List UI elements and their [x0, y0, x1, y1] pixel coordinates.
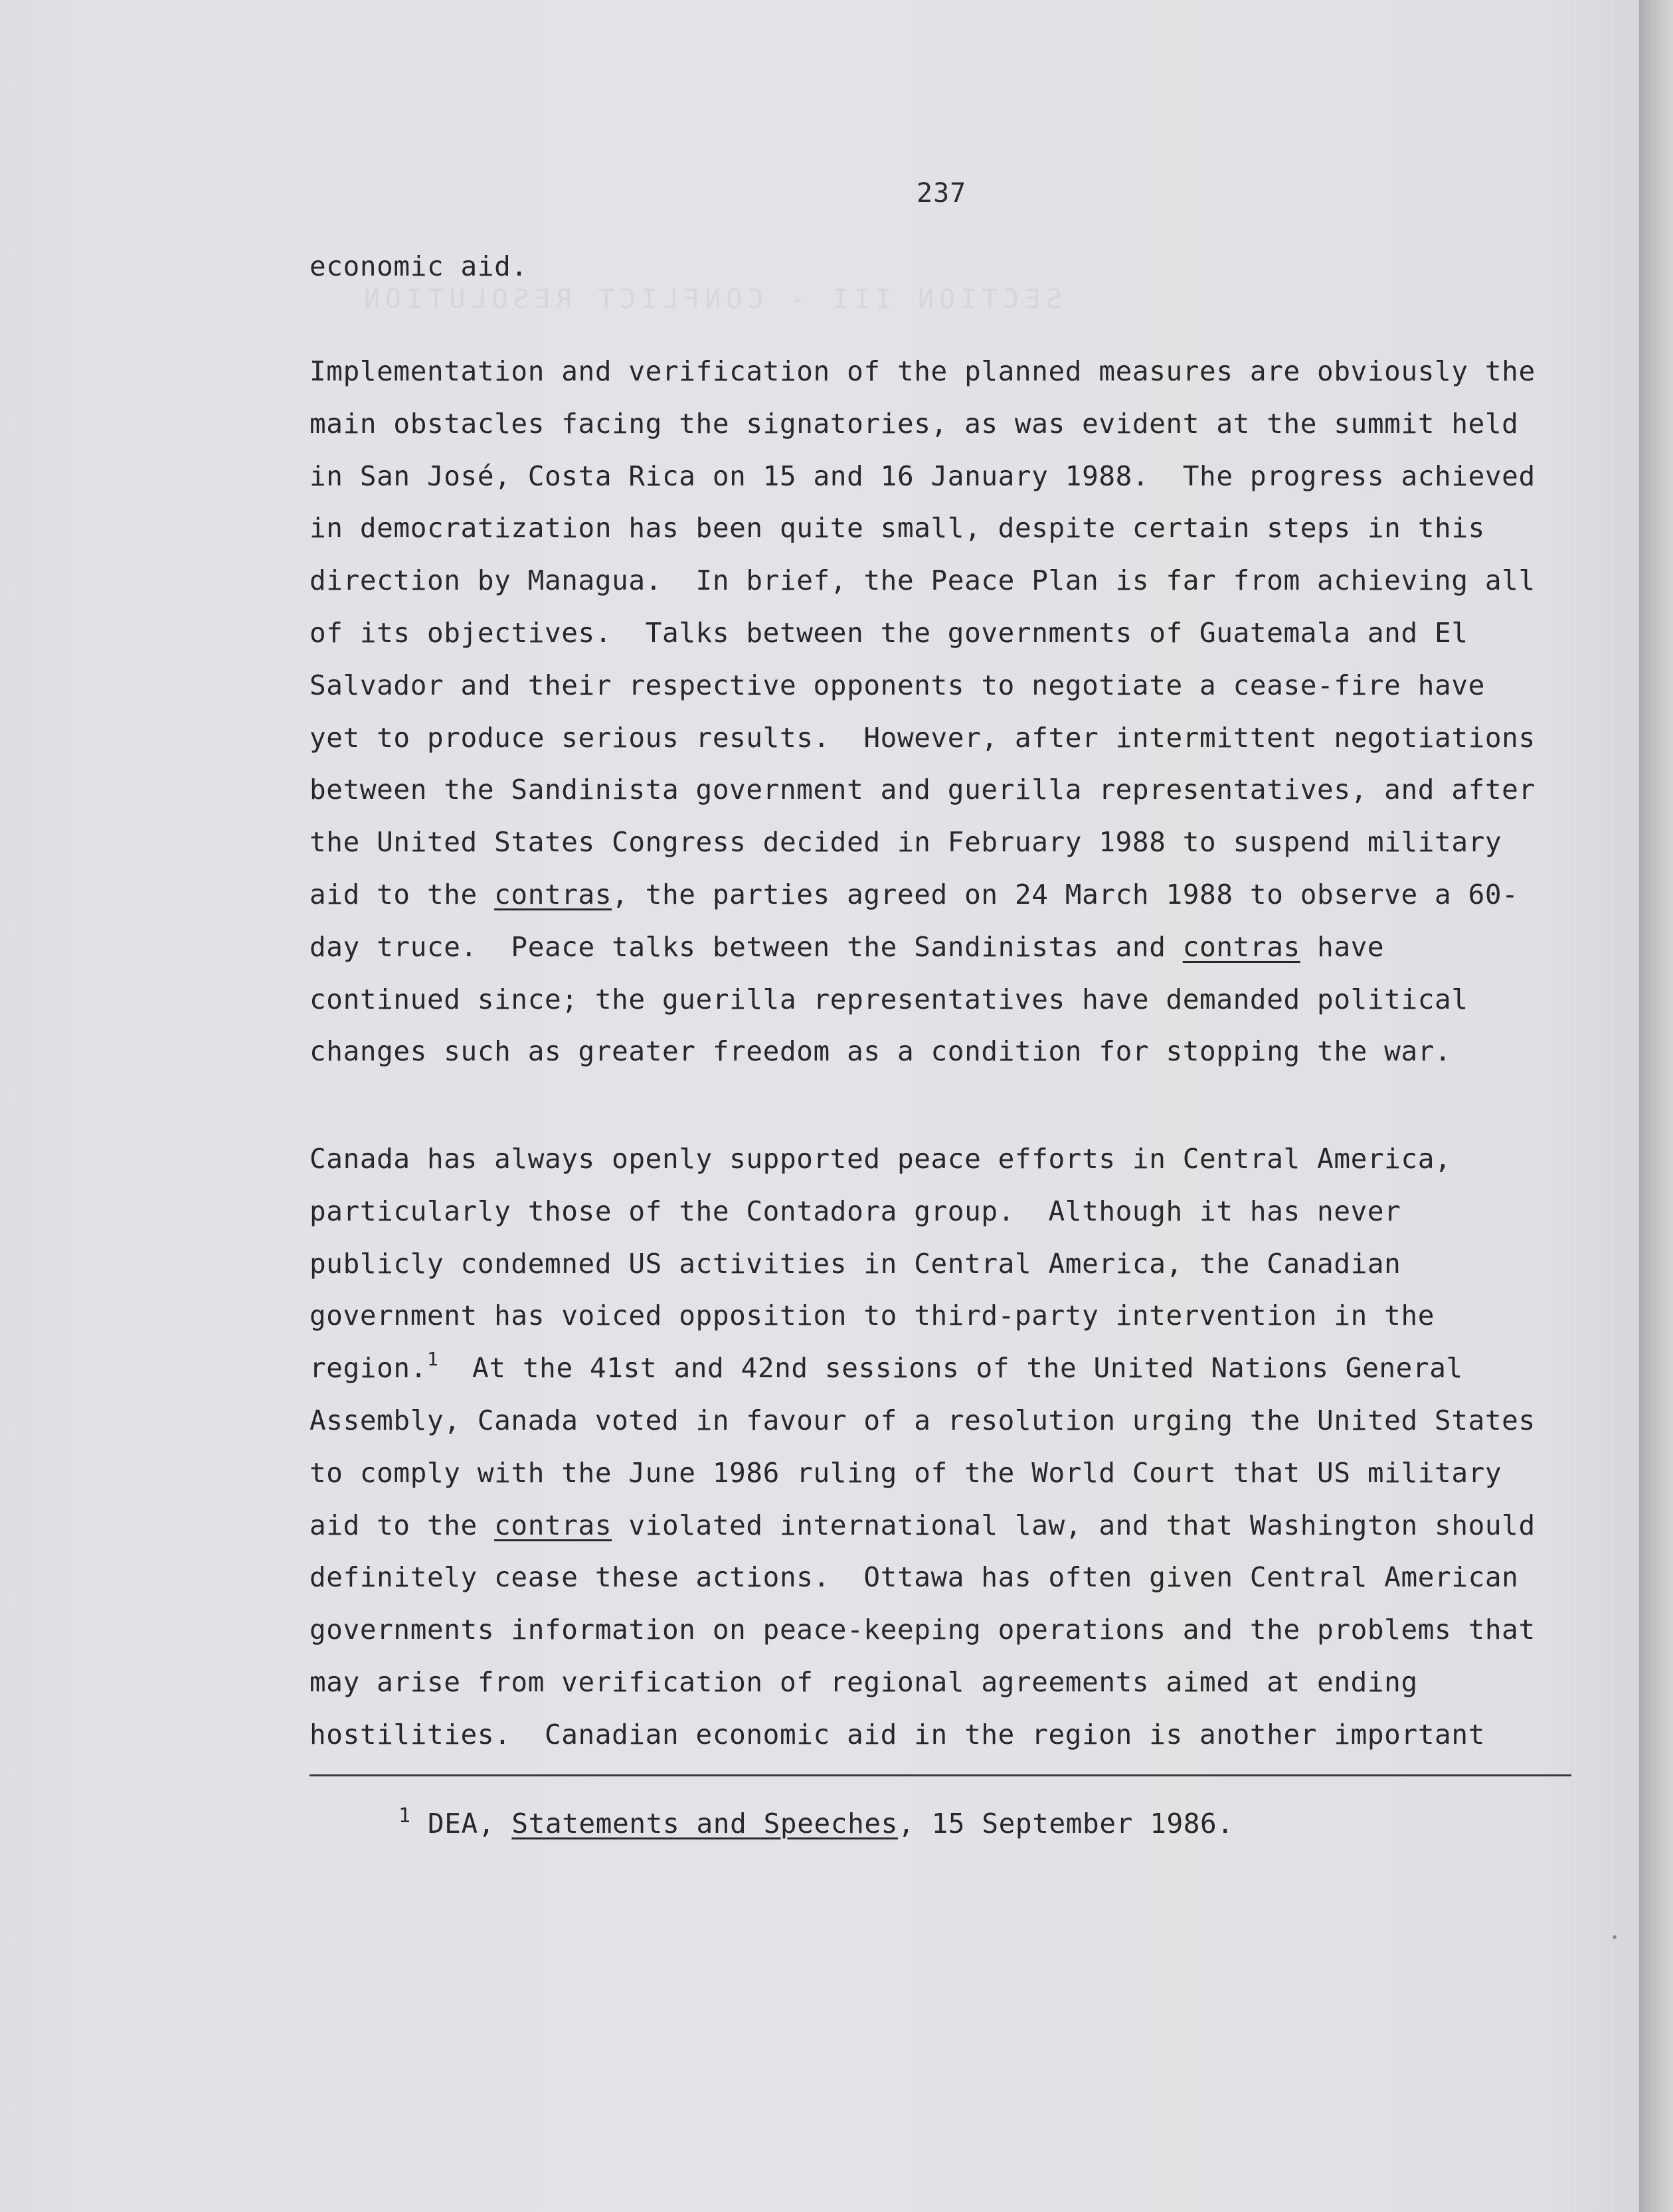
text-segment: hostilities. Canadian economic aid in the region is another important: [309, 1718, 1485, 1750]
text-segment: region.: [309, 1352, 427, 1385]
paragraph-3: [309, 1133, 1585, 1761]
text-segment: government has voiced opposition to third-party intervention in the: [309, 1300, 1435, 1332]
text-segment: day truce. Peace talks between the Sandinistas and: [309, 930, 1183, 963]
text-segment: of its objectives. Talks between the governments of Guatemala and El: [309, 616, 1468, 649]
text-segment: to comply with the June 1986 ruling of the World Court that US military: [309, 1456, 1502, 1489]
text-line: [309, 1656, 1585, 1709]
text-segment: economic aid.: [309, 250, 528, 282]
text-segment: Implementation and verification of the planned measures are obviously the: [309, 355, 1536, 387]
text-line: [309, 921, 1585, 974]
footnote-prefix: DEA,: [427, 1808, 512, 1839]
text-segment: Salvador and their respective opponents to negotiate a cease-fire have: [309, 669, 1485, 701]
text-segment: definitely cease these actions. Ottawa has often given Central American: [309, 1561, 1519, 1594]
text-segment: continued since; the guerilla representatives have demanded political: [309, 983, 1468, 1015]
text-segment: direction by Managua. In brief, the Peace Plan is far from achieving all: [309, 564, 1536, 597]
text-line: [309, 974, 1585, 1026]
text-line: [309, 1604, 1585, 1656]
text-line: [309, 554, 1585, 607]
text-segment: publicly condemned US activities in Central America, the Canadian: [309, 1247, 1401, 1280]
page-number: 237: [917, 178, 967, 209]
text-segment: may arise from verification of regional agreements aimed at ending: [309, 1665, 1418, 1698]
text-segment: Assembly, Canada voted in favour of a resolution urging the United States: [309, 1404, 1536, 1436]
paragraph-2: [309, 345, 1585, 1078]
paragraph-1: [309, 240, 1585, 293]
footnote-rule: [309, 1774, 1571, 1776]
text-line: [309, 502, 1585, 554]
underlined-term: contras: [1182, 930, 1300, 963]
text-line: [309, 1709, 1585, 1761]
underlined-term: contras: [494, 878, 612, 910]
underlined-term: contras: [494, 1509, 612, 1541]
text-line: [309, 1342, 1585, 1395]
page-edge-shadow: [1639, 0, 1673, 2212]
text-line: [309, 345, 1585, 398]
text-segment: particularly those of the Contadora group. Although it has never: [309, 1195, 1401, 1227]
text-segment: the United States Congress decided in February 1988 to suspend military: [309, 826, 1502, 859]
text-line: [309, 869, 1585, 921]
text-line: [309, 1551, 1585, 1604]
text-segment: main obstacles facing the signatories, as was evident at the summit held: [309, 407, 1519, 440]
text-segment: between the Sandinista government and guerilla representatives, and after: [309, 774, 1536, 806]
text-segment: in democratization has been quite small, despite certain steps in this: [309, 512, 1485, 545]
text-line: [309, 1238, 1585, 1290]
text-segment: aid to the: [309, 878, 495, 910]
text-segment: violated international law, and that Washington should: [612, 1509, 1536, 1541]
text-line: [309, 659, 1585, 712]
text-segment: At the 41st and 42nd sessions of the United Nations General: [438, 1352, 1463, 1385]
footnote-reference: 1: [427, 1348, 439, 1371]
text-segment: yet to produce serious results. However, after intermittent negotiations: [309, 721, 1536, 754]
text-segment: in San José, Costa Rica on 15 and 16 January 1988. The progress achieved: [309, 460, 1536, 492]
text-segment: changes such as greater freedom as a condition for stopping the war.: [309, 1035, 1452, 1068]
text-segment: have: [1300, 930, 1385, 963]
text-segment: aid to the: [309, 1509, 495, 1541]
text-line: [309, 1133, 1585, 1185]
text-segment: governments information on peace-keeping operations and the problems that: [309, 1614, 1536, 1646]
text-line: [309, 1290, 1585, 1342]
text-line: [309, 1447, 1585, 1499]
text-line: [309, 450, 1585, 503]
text-line: [309, 240, 1585, 293]
text-line: [309, 398, 1585, 450]
text-line: [309, 1499, 1585, 1552]
footnote-marker: 1: [398, 1804, 411, 1828]
text-line: [309, 1395, 1585, 1447]
text-line: [309, 764, 1585, 816]
text-segment: , the parties agreed on 24 March 1988 to observe a 60-: [612, 878, 1519, 910]
bleed-through-text: SECTION III - CONFLICT RESOLUTION: [359, 284, 1062, 315]
text-line: [309, 1185, 1585, 1238]
footnote-source-title: Statements and Speeches: [511, 1808, 898, 1839]
text-line: [309, 1025, 1585, 1078]
footnote-suffix: , 15 September 1986.: [897, 1808, 1234, 1839]
text-line: [309, 607, 1585, 659]
text-line: [309, 712, 1585, 764]
text-segment: Canada has always openly supported peace efforts in Central America,: [309, 1143, 1452, 1175]
paper-speck: [1613, 1935, 1617, 1939]
text-line: [309, 816, 1585, 869]
footnote: [398, 1804, 1234, 1839]
